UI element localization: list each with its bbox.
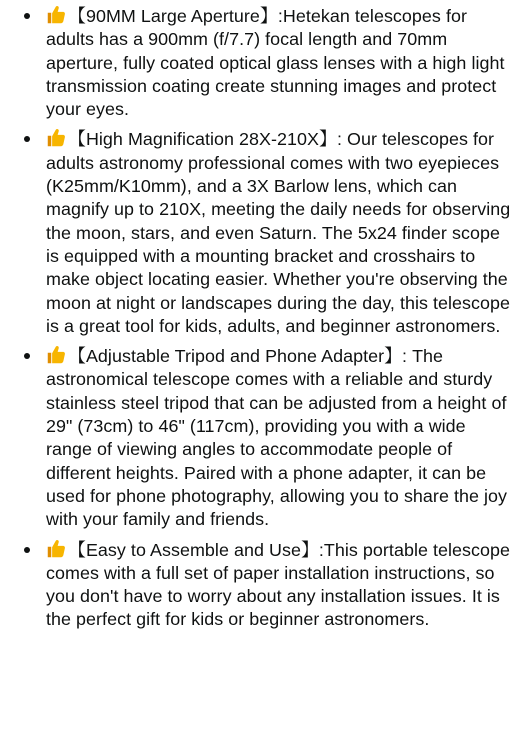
- feature-bullet: [0, 344, 520, 531]
- thumbs-up-icon: [46, 344, 67, 365]
- thumbs-up-icon: [46, 538, 67, 559]
- feature-bullet: [0, 4, 520, 121]
- thumbs-up-icon: [46, 4, 67, 25]
- feature-bullet: [0, 538, 520, 632]
- feature-text-content: 【Easy to Assemble and Use】:This portable telescope comes with a full set of paper installation instructions, so you don't have to worry about any installation issues. It is the perfect gift for kids or beginner astronomers.: [46, 539, 511, 630]
- thumbs-up-icon: [46, 127, 67, 148]
- bullet-dot: [24, 547, 30, 553]
- feature-bullet: [0, 127, 520, 338]
- feature-text-content: 【High Magnification 28X-210X】: Our telescopes for adults astronomy professional comes with two eyepieces (K25mm/K10mm), and a 3X Barlow lens, which can magnify up to 210X, meeting the daily needs for observing the moon, stars, and even Saturn. The 5x24 finder scope is equipped with a mounting bracket and crosshairs to make object locating easier. Whether you're observing the moon at night or landscapes during the day, this telescope is a great tool for kids, adults, and beginner astronomers.: [46, 129, 511, 336]
- feature-text: [46, 129, 510, 335]
- feature-text: [46, 540, 510, 630]
- bullet-dot: [24, 13, 30, 19]
- feature-bullet-list: [0, 4, 520, 632]
- feature-text-content: 【90MM Large Aperture】:Hetekan telescopes for adults has a 900mm (f/7.7) focal length and 70mm aperture, fully coated optical glass lenses with a high light transmission coating create stunning images and protect your eyes.: [46, 6, 505, 120]
- feature-text: [46, 6, 505, 119]
- bullet-dot: [24, 353, 30, 359]
- bullet-dot: [24, 136, 30, 142]
- feature-text-content: 【Adjustable Tripod and Phone Adapter】: The astronomical telescope comes with a reliable and sturdy stainless steel tripod that can be adjusted from a height of 29" (73cm) to 46" (117cm), providing you with a wide range of viewing angles to accommodate people of different heights. Paired with a phone adapter, it can be used for phone photography, allowing you to share the joy with your family and friends.: [46, 346, 508, 530]
- feature-text: [46, 346, 507, 529]
